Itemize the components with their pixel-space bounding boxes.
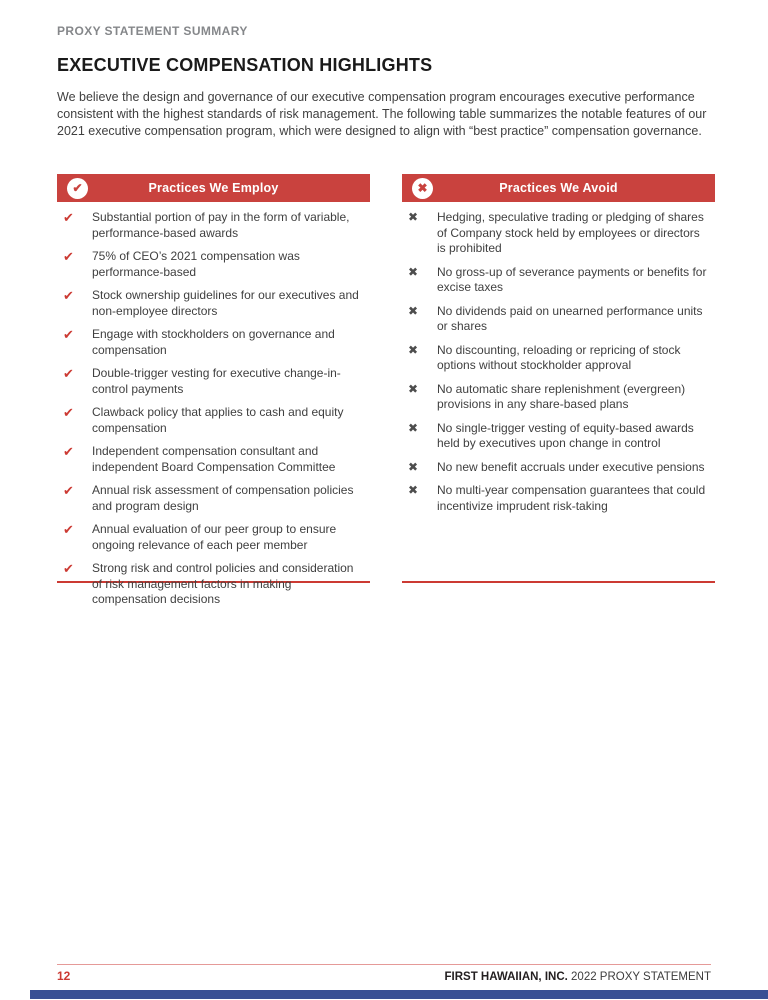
list-item-text: Independent compensation consultant and independent Board Compensation Committee <box>92 444 336 474</box>
list-item-text: No discounting, reloading or repricing of stock options without stockholder approval <box>437 342 681 372</box>
list-item-text: No automatic share replenishment (evergreen) provisions in any share-based plans <box>437 381 686 411</box>
list-item <box>402 210 715 257</box>
list-item-text: No single-trigger vesting of equity-based awards held by executives upon change in control <box>437 420 694 450</box>
list-item <box>402 382 715 413</box>
page-footer <box>57 969 711 983</box>
panel-practices-we-avoid <box>402 174 715 583</box>
list-item-text: Annual risk assessment of compensation policies and program design <box>92 483 354 513</box>
list-item-text: Hedging, speculative trading or pledging of shares of Company stock held by employees or directors is prohibited <box>437 210 704 255</box>
check-icon: ✔ <box>63 561 74 576</box>
footer-document-label: 2022 PROXY STATEMENT <box>571 971 711 983</box>
x-circle-icon: ✖ <box>412 178 433 199</box>
check-icon: ✔ <box>63 210 74 225</box>
check-icon: ✔ <box>63 405 74 420</box>
panel-header-avoid-label: Practices We Avoid <box>499 181 618 195</box>
check-icon: ✔ <box>63 327 74 342</box>
footer-company-name: FIRST HAWAIIAN, INC. <box>444 971 568 983</box>
panel-header-employ <box>57 174 370 202</box>
list-item <box>57 522 370 553</box>
list-item <box>57 210 370 241</box>
list-item-text: Strong risk and control policies and consideration of risk management factors in making compensation decisions <box>92 561 354 606</box>
list-item <box>57 405 370 436</box>
list-item-text: Clawback policy that applies to cash and equity compensation <box>92 405 344 435</box>
check-icon: ✔ <box>63 249 74 264</box>
employ-list <box>57 210 370 616</box>
x-icon: ✖ <box>408 342 419 357</box>
list-item-text: Engage with stockholders on governance and compensation <box>92 327 335 357</box>
x-icon: ✖ <box>408 381 419 396</box>
panel-header-avoid <box>402 174 715 202</box>
list-item <box>402 343 715 374</box>
list-item <box>57 249 370 280</box>
section-eyebrow: PROXY STATEMENT SUMMARY <box>57 24 248 38</box>
panel-practices-we-employ <box>57 174 370 606</box>
list-item <box>402 483 715 514</box>
check-circle-icon: ✔ <box>67 178 88 199</box>
list-item <box>57 288 370 319</box>
intro-paragraph: We believe the design and governance of our executive compensation program encourages executive performance consistent with the highest standards of risk management. The following table summarizes the notable features of our 2021 executive compensation program, which were designed to align with “best practice” compensation governance. <box>57 90 707 138</box>
x-icon: ✖ <box>408 264 419 279</box>
bottom-page-edge-bar <box>30 990 768 999</box>
page-title: EXECUTIVE COMPENSATION HIGHLIGHTS <box>57 55 433 75</box>
list-item-text: Annual evaluation of our peer group to ensure ongoing relevance of each peer member <box>92 522 337 552</box>
list-item <box>402 460 715 476</box>
list-item-text: No new benefit accruals under executive pensions <box>437 459 705 474</box>
list-item <box>402 265 715 296</box>
check-icon: ✔ <box>63 366 74 381</box>
list-item <box>57 444 370 475</box>
list-item-text: No multi-year compensation guarantees that could incentivize imprudent risk-taking <box>437 483 706 513</box>
check-icon: ✔ <box>63 288 74 303</box>
list-item-text: Substantial portion of pay in the form of variable, performance-based awards <box>92 210 350 240</box>
list-item <box>57 366 370 397</box>
x-icon: ✖ <box>408 303 419 318</box>
practices-panels <box>57 174 715 606</box>
panel-header-employ-label: Practices We Employ <box>148 181 279 195</box>
list-item-text: Double-trigger vesting for executive change-in-control payments <box>92 366 341 396</box>
avoid-list <box>402 210 715 522</box>
list-item <box>57 483 370 514</box>
list-item-text: Stock ownership guidelines for our executives and non-employee directors <box>92 288 359 318</box>
list-item-text: No dividends paid on unearned performance units or shares <box>437 303 703 333</box>
list-item-text: No gross-up of severance payments or benefits for excise taxes <box>437 264 707 294</box>
list-item <box>402 304 715 335</box>
page-number: 12 <box>57 969 71 983</box>
check-icon: ✔ <box>63 483 74 498</box>
x-icon: ✖ <box>408 420 419 435</box>
check-icon: ✔ <box>63 522 74 537</box>
list-item <box>57 327 370 358</box>
list-item <box>57 561 370 608</box>
check-icon: ✔ <box>63 444 74 459</box>
list-item-text: 75% of CEO’s 2021 compensation was performance-based <box>92 249 300 279</box>
x-icon: ✖ <box>408 210 419 224</box>
x-icon: ✖ <box>408 483 419 497</box>
footer-doc-title <box>445 971 711 983</box>
list-item <box>402 421 715 452</box>
footer-divider <box>57 964 711 965</box>
x-icon: ✖ <box>408 459 419 474</box>
